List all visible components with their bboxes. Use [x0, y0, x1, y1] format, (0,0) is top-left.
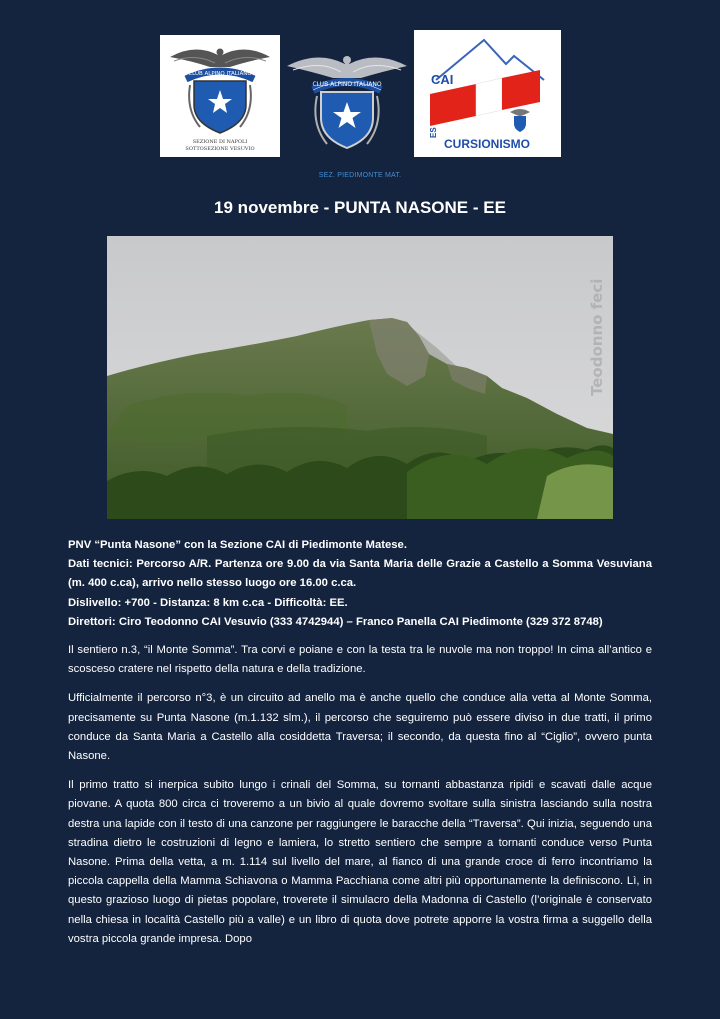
- cai-vesuvio-emblem: [160, 35, 280, 157]
- details-line-2: Dati tecnici: Percorso A/R. Partenza ore 9.00 da via Santa Maria delle Grazie a Castello a Somma Vesuviana (m. 400 c.ca), arrivo nello stesso luogo ore 16.00 c.ca.: [68, 558, 652, 590]
- escursionismo-emblem: [414, 30, 561, 157]
- mountain-photo: [107, 236, 613, 519]
- details-line-3: Dislivello: +700 - Distanza: 8 km c.ca - Difficoltà: EE.: [68, 596, 348, 609]
- logo1-ribbon-text: CLUB ALPINO ITALIANO: [188, 71, 252, 77]
- logo3-cai-text: CAI: [431, 72, 454, 87]
- svg-text:SEZIONE DI NAPOLI: SEZIONE DI NAPOLI: [192, 139, 248, 145]
- paragraph-2: Ufficialmente il percorso n°3, è un circuito ad anello ma è anche quello che conduce alla vetta al Monte Somma, precisamente su Punta Nasone (m.1.132 slm.), il percorso che seguiremo può essere diviso in due tratti, il primo conduce da Santa Maria a Castello alla cosiddetta Traversa; il secondo, da questa fino al “Ciglio”, ovvero punta Nasone.: [68, 692, 652, 763]
- details-line-4: Direttori: Ciro Teodonno CAI Vesuvio (333 4742944) – Franco Panella CAI Piedimonte (329 372 8748): [68, 615, 603, 628]
- cai-escursionismo-logo: [414, 30, 561, 157]
- paragraph-1: Il sentiero n.3, “il Monte Somma”. Tra corvi e poiane e con la testa tra le nuvole ma non troppo! In cima all’antico e scosceso cratere nel rispetto della natura e della tradizione.: [68, 644, 652, 676]
- paragraph-3: Il primo tratto si inerpica subito lungo i crinali del Somma, su tornanti abbastanza ripidi e scavati dalle acque piovane. A quota 800 circa ci troveremo a un bivio al quale dovremo svoltare sulla sinistra lasciando sulla nostra destra una lapide con il testo di una canzone per raggiungere le baracche della “Traversa”. Qui inizia, seguendo una stradina dietro le costruzioni di legno e lamiera, lo stretto sentiero che sempre a tornanti conduce verso Punta Nasone. Prima della vetta, a m. 1.114 sul livello del mare, al fianco di una grande croce di ferro incontriamo la piccola cappella della Mamma Schiavona o Mamma Pacchiana come altri più opportunamente la definiscono. Lì, in questo grazioso luogo di pietas popolare, troverete il simulacro della Madonna di Castello (l’originale è conservato nella chiesa in località Castello più a valle) e un libro di quota dove potrete apporre la vostra firma a suggello della vostra piccola grande impresa. Dopo: [68, 779, 652, 945]
- photo-watermark: Teodonno feci: [588, 278, 606, 396]
- cai-main-emblem: [283, 48, 411, 158]
- logo3-cursionismo-text: CURSIONISMO: [444, 137, 531, 151]
- trip-details: [68, 536, 652, 632]
- logo-row: [0, 30, 720, 160]
- logo2-ribbon-text: CLUB ALPINO ITALIANO: [312, 81, 382, 88]
- cai-emblem-logo: [283, 48, 411, 158]
- logo3-es-text: ES: [429, 127, 438, 138]
- page-title: 19 novembre - PUNTA NASONE - EE: [214, 198, 506, 217]
- section-label: SEZ. PIEDIMONTE MAT.: [318, 172, 402, 179]
- body-text: [68, 641, 652, 959]
- details-line-1: PNV “Punta Nasone” con la Sezione CAI di Piedimonte Matese.: [68, 539, 407, 551]
- cai-vesuvio-logo: [160, 35, 280, 157]
- svg-text:SOTTOSEZIONE VESUVIO: SOTTOSEZIONE VESUVIO: [185, 146, 255, 152]
- punta-nasone-image: [107, 236, 613, 519]
